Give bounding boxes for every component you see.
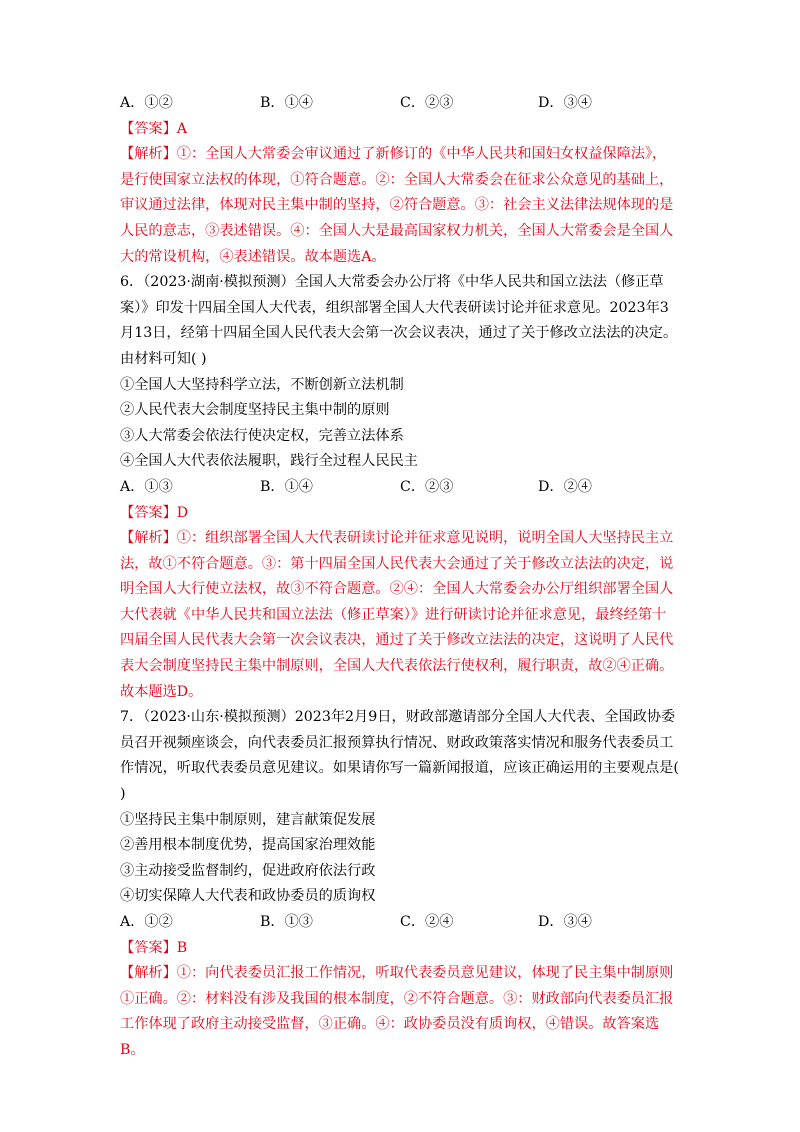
q7-option-a: A．①② bbox=[120, 914, 173, 930]
q6-option-a: A．①③ bbox=[120, 478, 173, 495]
q7-stem-line: 7．（2023·山东·模拟预测）2023年2月9日，财政部邀请部分全国人大代表、全国政协委 bbox=[120, 709, 676, 726]
q6-answer: 【答案】D bbox=[120, 504, 189, 521]
q5-analysis-line: 大的常设机构，④表述错误。故本题选A。 bbox=[120, 248, 386, 265]
q6-statement: ④全国人大代表依法履职，践行全过程人民民主 bbox=[120, 453, 418, 470]
q5-analysis-line: 审议通过法律，体现对民主集中制的坚持，②符合题意。③：社会主义法律法规体现的是 bbox=[120, 197, 674, 214]
q6-statement: ①全国人大坚持科学立法，不断创新立法机制 bbox=[120, 376, 404, 393]
q6-analysis-line: 明全国人大行使立法权，故③不符合题意。②④：全国人大常委会办公厅组织部署全国人 bbox=[120, 581, 674, 598]
q5-option-c: C．②③ bbox=[400, 95, 454, 111]
q7-stem-line: 员召开视频座谈会，向代表委员汇报预算执行情况、财政政策落实情况和服务代表委员工 bbox=[120, 734, 674, 751]
q6-analysis-line: 【解析】①：组织部署全国人大代表研读讨论并征求意见说明，说明全国人大坚持民主立 bbox=[120, 530, 674, 547]
q7-option-c: C．②④ bbox=[400, 914, 454, 930]
q6-statement: ③人大常委会依法行使决定权，完善立法体系 bbox=[120, 427, 404, 444]
q6-option-c: C．②③ bbox=[400, 478, 454, 495]
q6-option-b: B．①④ bbox=[260, 478, 313, 495]
q7-statement: ③主动接受监督制约，促进政府依法行政 bbox=[120, 862, 376, 879]
q7-analysis-line: 【解析】①：向代表委员汇报工作情况，听取代表委员意见建议，体现了民主集中制原则 bbox=[120, 965, 674, 982]
q7-analysis-line: ①正确。②：材料没有涉及我国的根本制度，②不符合题意。③：财政部向代表委员汇报 bbox=[120, 990, 674, 1007]
q7-analysis-line: 工作体现了政府主动接受监督，③正确。④：政协委员没有质询权，④错误。故答案选 bbox=[120, 1016, 660, 1033]
q6-stem-line: 6．（2023·湖南·模拟预测）全国人大常委会办公厅将《中华人民共和国立法法（修正草 bbox=[120, 274, 664, 291]
q5-analysis-line: 【解析】①：全国人大常委会审议通过了新修订的《中华人民共和国妇女权益保障法》， bbox=[120, 146, 667, 163]
document-content bbox=[120, 91, 686, 1064]
q7-stem-line: 作情况，听取代表委员意见建议。如果请你写一篇新闻报道，应该正确运用的主要观点是( bbox=[120, 760, 679, 777]
q6-analysis-line: 四届全国人民代表大会第一次会议表决，通过了关于修改立法法的决定，这说明了人民代 bbox=[120, 632, 674, 649]
q6-analysis-line: 法，故①不符合题意。③：第十四届全国人民代表大会通过了关于修改立法法的决定，说 bbox=[120, 555, 674, 572]
q6-options bbox=[120, 475, 686, 501]
q7-option-d: D．③④ bbox=[538, 914, 592, 930]
q6-statement: ②人民代表大会制度坚持民主集中制的原则 bbox=[120, 402, 390, 419]
q7-statement: ②善用根本制度优势，提高国家治理效能 bbox=[120, 837, 376, 854]
q6-analysis-line: 大代表就《中华人民共和国立法法（修正草案）》进行研读讨论并征求意见，最终经第十 bbox=[120, 606, 667, 623]
q7-analysis-line: B。 bbox=[120, 1041, 145, 1058]
q5-option-a: A．①② bbox=[120, 95, 173, 111]
q7-answer: 【答案】B bbox=[120, 939, 188, 956]
q6-analysis-line: 故本题选D。 bbox=[120, 683, 203, 700]
q7-statement: ④切实保障人大代表和政协委员的质询权 bbox=[120, 888, 376, 905]
q5-analysis-line: 人民的意志，③表述错误。④：全国人大是最高国家权力机关，全国人大常委会是全国人 bbox=[120, 222, 674, 239]
q7-statement: ①坚持民主集中制原则，建言献策促发展 bbox=[120, 811, 376, 828]
q6-stem-line: 案）》印发十四届全国人大代表，组织部署全国人大代表研读讨论并征求意见。2023年3 bbox=[120, 299, 669, 316]
q5-answer: 【答案】A bbox=[120, 120, 187, 137]
q7-stem-line: ) bbox=[120, 786, 126, 803]
q5-options bbox=[120, 91, 686, 117]
q6-stem-line: 由材料可知( ) bbox=[120, 350, 207, 367]
q7-option-b: B．①③ bbox=[260, 914, 313, 930]
q6-option-d: D．②④ bbox=[538, 478, 592, 495]
q7-options bbox=[120, 910, 686, 936]
q5-option-d: D．③④ bbox=[538, 95, 592, 111]
q6-analysis-line: 表大会制度坚持民主集中制原则，全国人大代表依法行使权利，履行职责，故②④正确。 bbox=[120, 658, 674, 675]
q6-stem-line: 月13日，经第十四届全国人民代表大会第一次会议表决，通过了关于修改立法法的决定。 bbox=[120, 325, 678, 342]
q5-option-b: B．①④ bbox=[260, 95, 313, 111]
q5-analysis-line: 是行使国家立法权的体现，①符合题意。②：全国人大常委会在征求公众意见的基础上， bbox=[120, 171, 674, 188]
